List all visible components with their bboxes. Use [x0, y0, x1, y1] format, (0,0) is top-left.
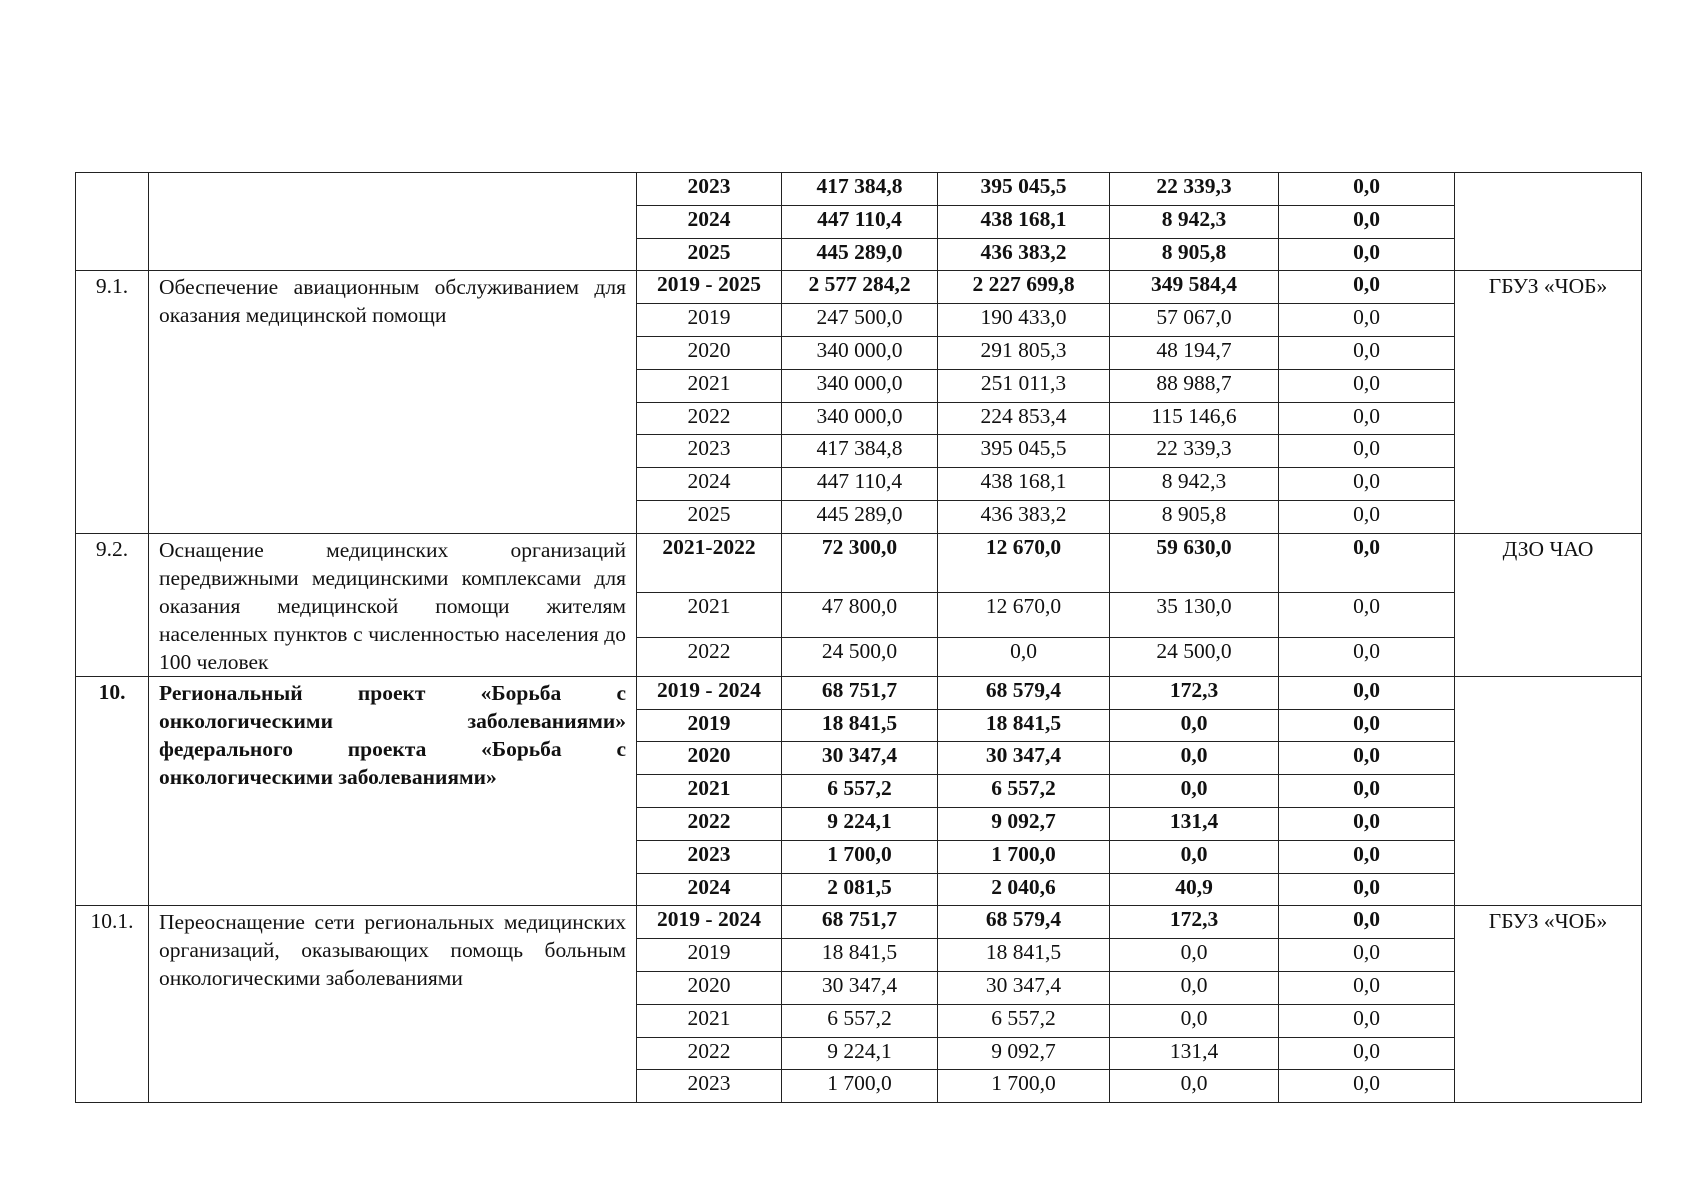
budget-cell: 48 194,7	[1110, 336, 1279, 369]
year-cell: 2021	[637, 775, 782, 808]
budget-cell: 1 700,0	[938, 840, 1110, 873]
budget-cell: 0,0	[1279, 1004, 1455, 1037]
total-cell: 1 700,0	[782, 1070, 938, 1103]
budget-cell: 0,0	[1279, 742, 1455, 775]
year-cell: 2024	[637, 468, 782, 501]
year-cell: 2022	[637, 637, 782, 676]
total-cell: 9 224,1	[782, 1037, 938, 1070]
total-cell: 2 577 284,2	[782, 271, 938, 304]
budget-cell: 0,0	[1279, 709, 1455, 742]
year-cell: 2019	[637, 939, 782, 972]
budget-cell: 18 841,5	[938, 939, 1110, 972]
budget-cell: 395 045,5	[938, 173, 1110, 206]
total-cell: 447 110,4	[782, 205, 938, 238]
year-cell: 2025	[637, 238, 782, 271]
budget-cell: 291 805,3	[938, 336, 1110, 369]
table-row	[76, 906, 1642, 939]
budget-cell: 8 905,8	[1110, 500, 1279, 533]
item-number: 10.1.	[76, 906, 149, 1103]
budget-cell: 131,4	[1110, 807, 1279, 840]
year-cell: 2020	[637, 742, 782, 775]
budget-cell: 0,0	[1110, 709, 1279, 742]
year-cell: 2019 - 2024	[637, 676, 782, 709]
funding-table	[75, 172, 1642, 1103]
budget-cell: 0,0	[1110, 1070, 1279, 1103]
year-cell: 2023	[637, 173, 782, 206]
year-cell: 2025	[637, 500, 782, 533]
budget-cell: 88 988,7	[1110, 369, 1279, 402]
budget-cell: 190 433,0	[938, 304, 1110, 337]
total-cell: 18 841,5	[782, 709, 938, 742]
table-row	[76, 271, 1642, 304]
total-cell: 72 300,0	[782, 533, 938, 592]
budget-cell: 0,0	[1279, 533, 1455, 592]
year-cell: 2020	[637, 971, 782, 1004]
total-cell: 6 557,2	[782, 775, 938, 808]
year-cell: 2021	[637, 369, 782, 402]
budget-cell: 0,0	[1279, 435, 1455, 468]
item-description: Переоснащение сети региональных медицинских организаций, оказывающих помощь больным онкологическими заболеваниями	[149, 906, 637, 1103]
budget-cell: 349 584,4	[1110, 271, 1279, 304]
total-cell: 18 841,5	[782, 939, 938, 972]
year-cell: 2019	[637, 709, 782, 742]
budget-cell: 0,0	[1110, 1004, 1279, 1037]
year-cell: 2022	[637, 1037, 782, 1070]
budget-cell: 0,0	[1279, 873, 1455, 906]
item-number: 9.1.	[76, 271, 149, 533]
budget-cell: 0,0	[938, 637, 1110, 676]
budget-cell: 0,0	[1279, 369, 1455, 402]
budget-cell: 6 557,2	[938, 775, 1110, 808]
year-cell: 2024	[637, 873, 782, 906]
total-cell: 68 751,7	[782, 676, 938, 709]
budget-cell: 57 067,0	[1110, 304, 1279, 337]
budget-cell: 1 700,0	[938, 1070, 1110, 1103]
budget-cell: 24 500,0	[1110, 637, 1279, 676]
empty-exec-cell	[1455, 676, 1642, 906]
budget-cell: 251 011,3	[938, 369, 1110, 402]
budget-cell: 0,0	[1279, 939, 1455, 972]
budget-cell: 436 383,2	[938, 500, 1110, 533]
budget-cell: 172,3	[1110, 906, 1279, 939]
budget-cell: 131,4	[1110, 1037, 1279, 1070]
budget-cell: 9 092,7	[938, 1037, 1110, 1070]
empty-desc-cell	[149, 173, 637, 271]
item-description: Региональный проект «Борьба с онкологическими заболеваниями» федерального проекта «Борьба с онкологическими заболеваниями»	[149, 676, 637, 906]
budget-cell: 0,0	[1279, 807, 1455, 840]
budget-cell: 0,0	[1110, 971, 1279, 1004]
budget-cell: 0,0	[1279, 173, 1455, 206]
budget-cell: 30 347,4	[938, 971, 1110, 1004]
budget-cell: 0,0	[1279, 775, 1455, 808]
budget-cell: 0,0	[1279, 336, 1455, 369]
budget-cell: 35 130,0	[1110, 593, 1279, 637]
budget-cell: 2 227 699,8	[938, 271, 1110, 304]
budget-cell: 115 146,6	[1110, 402, 1279, 435]
budget-cell: 0,0	[1279, 500, 1455, 533]
budget-cell: 0,0	[1279, 676, 1455, 709]
budget-cell: 40,9	[1110, 873, 1279, 906]
total-cell: 1 700,0	[782, 840, 938, 873]
budget-cell: 12 670,0	[938, 533, 1110, 592]
budget-cell: 438 168,1	[938, 468, 1110, 501]
item-number: 9.2.	[76, 533, 149, 676]
empty-exec-cell	[1455, 173, 1642, 271]
budget-cell: 0,0	[1279, 468, 1455, 501]
budget-cell: 0,0	[1110, 840, 1279, 873]
budget-cell: 395 045,5	[938, 435, 1110, 468]
year-cell: 2024	[637, 205, 782, 238]
budget-cell: 12 670,0	[938, 593, 1110, 637]
year-cell: 2021	[637, 593, 782, 637]
budget-cell: 0,0	[1110, 939, 1279, 972]
budget-cell: 2 040,6	[938, 873, 1110, 906]
year-cell: 2023	[637, 435, 782, 468]
budget-cell: 8 905,8	[1110, 238, 1279, 271]
budget-cell: 0,0	[1279, 402, 1455, 435]
year-cell: 2020	[637, 336, 782, 369]
budget-cell: 9 092,7	[938, 807, 1110, 840]
year-cell: 2022	[637, 807, 782, 840]
table-row	[76, 676, 1642, 709]
executor-cell: ГБУЗ «ЧОБ»	[1455, 906, 1642, 1103]
table-row	[76, 173, 1642, 206]
executor-cell: ГБУЗ «ЧОБ»	[1455, 271, 1642, 533]
executor-cell: ДЗО ЧАО	[1455, 533, 1642, 676]
table-row	[76, 533, 1642, 592]
budget-cell: 6 557,2	[938, 1004, 1110, 1037]
total-cell: 9 224,1	[782, 807, 938, 840]
total-cell: 447 110,4	[782, 468, 938, 501]
total-cell: 247 500,0	[782, 304, 938, 337]
year-cell: 2022	[637, 402, 782, 435]
budget-cell: 0,0	[1279, 637, 1455, 676]
year-cell: 2023	[637, 1070, 782, 1103]
year-cell: 2019 - 2025	[637, 271, 782, 304]
budget-cell: 438 168,1	[938, 205, 1110, 238]
year-cell: 2021	[637, 1004, 782, 1037]
budget-cell: 18 841,5	[938, 709, 1110, 742]
budget-cell: 0,0	[1279, 1070, 1455, 1103]
budget-cell: 0,0	[1279, 840, 1455, 873]
budget-cell: 68 579,4	[938, 676, 1110, 709]
item-description: Оснащение медицинских организаций передвижными медицинскими комплексами для оказания медицинской помощи жителям населенных пунктов с численностью населения до 100 человек	[149, 533, 637, 676]
budget-cell: 436 383,2	[938, 238, 1110, 271]
total-cell: 30 347,4	[782, 971, 938, 1004]
total-cell: 2 081,5	[782, 873, 938, 906]
year-cell: 2023	[637, 840, 782, 873]
budget-cell: 8 942,3	[1110, 468, 1279, 501]
budget-cell: 22 339,3	[1110, 173, 1279, 206]
budget-cell: 68 579,4	[938, 906, 1110, 939]
budget-cell: 0,0	[1279, 238, 1455, 271]
budget-cell: 0,0	[1279, 304, 1455, 337]
empty-num-cell	[76, 173, 149, 271]
budget-cell: 224 853,4	[938, 402, 1110, 435]
item-description: Обеспечение авиационным обслуживанием для оказания медицинской помощи	[149, 271, 637, 533]
total-cell: 417 384,8	[782, 173, 938, 206]
total-cell: 30 347,4	[782, 742, 938, 775]
year-cell: 2021-2022	[637, 533, 782, 592]
budget-cell: 0,0	[1110, 742, 1279, 775]
total-cell: 445 289,0	[782, 500, 938, 533]
budget-cell: 0,0	[1279, 593, 1455, 637]
budget-cell: 0,0	[1110, 775, 1279, 808]
year-cell: 2019 - 2024	[637, 906, 782, 939]
budget-cell: 30 347,4	[938, 742, 1110, 775]
total-cell: 340 000,0	[782, 336, 938, 369]
budget-cell: 8 942,3	[1110, 205, 1279, 238]
total-cell: 47 800,0	[782, 593, 938, 637]
budget-cell: 0,0	[1279, 271, 1455, 304]
total-cell: 68 751,7	[782, 906, 938, 939]
year-cell: 2019	[637, 304, 782, 337]
budget-cell: 0,0	[1279, 205, 1455, 238]
budget-cell: 0,0	[1279, 1037, 1455, 1070]
item-number: 10.	[76, 676, 149, 906]
total-cell: 417 384,8	[782, 435, 938, 468]
budget-cell: 59 630,0	[1110, 533, 1279, 592]
total-cell: 24 500,0	[782, 637, 938, 676]
total-cell: 340 000,0	[782, 369, 938, 402]
budget-cell: 172,3	[1110, 676, 1279, 709]
budget-cell: 0,0	[1279, 971, 1455, 1004]
total-cell: 445 289,0	[782, 238, 938, 271]
budget-cell: 22 339,3	[1110, 435, 1279, 468]
total-cell: 6 557,2	[782, 1004, 938, 1037]
total-cell: 340 000,0	[782, 402, 938, 435]
budget-cell: 0,0	[1279, 906, 1455, 939]
